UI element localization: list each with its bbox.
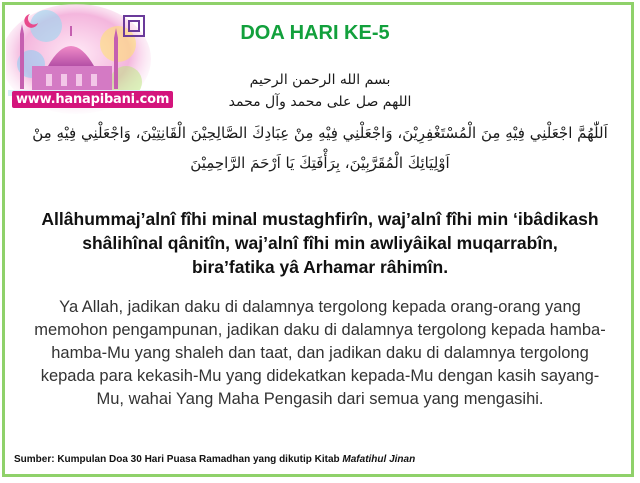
source-book-title: Mafatihul Jinan bbox=[342, 454, 416, 465]
source-citation bbox=[14, 454, 415, 465]
source-prefix: Sumber: Kumpulan Doa 30 Hari Puasa Ramadhan yang dikutip Kitab bbox=[14, 454, 343, 465]
basmala-text: بسم الله الرحمن الرحيم bbox=[249, 72, 391, 88]
transliteration-text: Allâhummaj’alnî fîhi minal mustaghfirîn, waj’alnî fîhi min ‘ibâdikash shâlihînal qânitîn, waj’alnî fîhi min awliyâikal muqarrabîn, bira’fatika yâ Arhamar râhimîn. bbox=[41, 209, 599, 277]
shalawat-text: اللهم صل على محمد وآل محمد bbox=[228, 94, 412, 110]
arabic-prayer-text: اَللّٰهُمَّ اجْعَلْنِي فِيْهِ مِنَ الْمُسْتَغْفِرِيْنَ، وَاجْعَلْنِي فِيْهِ مِنْ عِبَادِكَ الصَّالِحِيْنَ الْقَانِتِيْنَ، وَاجْعَلْنِي فِيْهِ مِنْ اَوْلِيَائِكَ الْمُقَرَّبِيْنَ، بِرَأْفَتِكَ يَا اَرْحَمَ الرَّاحِمِيْنَ bbox=[32, 124, 608, 172]
website-url: www.hanapibani.com bbox=[12, 91, 173, 108]
translation-text: Ya Allah, jadikan daku di dalamnya tergolong kepada orang-orang yang memohon pengampunan, jadikan daku di dalamnya tergolong kepada hamba-hamba-Mu yang shaleh dan taat, dan jadikan daku di dalamnya tergolong kepada para kekasih-Mu yang didekatkan kepada-Mu dengan kasih sayang-Mu, wahai Yang Maha Pengasih dari semua yang mengasihi. bbox=[34, 298, 606, 408]
page-title: DOA HARI KE-5 bbox=[240, 22, 390, 44]
